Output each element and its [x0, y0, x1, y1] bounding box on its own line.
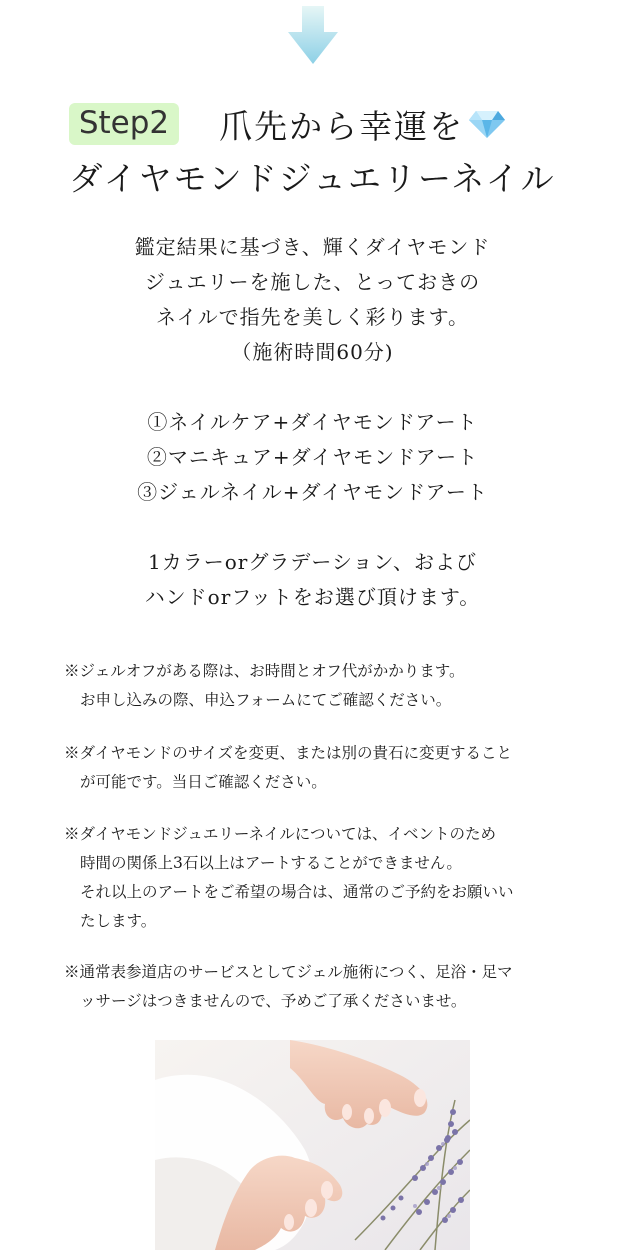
- note-line: ※通常表参道店のサービスとしてジェル施術につく、足浴・足マ: [64, 963, 513, 981]
- note-foot-bath: [64, 958, 594, 1016]
- note-stone-limit: [64, 820, 594, 936]
- step-title-wrap: [219, 101, 506, 148]
- note-line: それ以上のアートをご希望の場合は、通常のご予約をお願いい: [80, 883, 514, 901]
- note-line: ッサージはつきませんので、予めご了承くださいませ。: [80, 992, 467, 1010]
- description-line: ジュエリーを施した、とっておきの: [144, 270, 481, 294]
- note-diamond-size: [64, 739, 594, 797]
- note-line: が可能です。当日ご確認ください。: [80, 773, 327, 791]
- menu-list: [0, 405, 625, 510]
- note-line: たします。: [80, 912, 157, 930]
- step-title: 爪先から幸運を: [219, 106, 465, 146]
- hands-lavender-photo: [155, 1040, 470, 1250]
- description-line: ネイルで指先を美しく彩ります。: [156, 305, 469, 329]
- down-arrow-icon: [288, 6, 338, 64]
- note-line: ※ダイヤモンドのサイズを変更、または別の貴石に変更すること: [64, 744, 512, 762]
- step-badge: Step2: [69, 103, 179, 145]
- menu-item: ①ネイルケア+ダイヤモンドアート: [147, 410, 478, 434]
- description-line: 鑑定結果に基づき、輝くダイヤモンド: [134, 235, 491, 259]
- note-line: 時間の関係上3石以上はアートすることができません。: [80, 854, 462, 872]
- step-heading: [0, 98, 625, 150]
- note-line: お申し込みの際、申込フォームにてご確認ください。: [80, 691, 452, 709]
- step-subtitle: ダイヤモンドジュエリーネイル: [69, 159, 556, 198]
- note-line: ※ダイヤモンドジュエリーネイルについては、イベントのため: [64, 825, 496, 843]
- note-line: ※ジェルオフがある際は、お時間とオフ代がかかります。: [64, 662, 465, 680]
- duration-text: （施術時間60分): [231, 340, 394, 364]
- description: [0, 230, 625, 370]
- options: [0, 545, 625, 615]
- note-gel-off: [64, 657, 594, 715]
- options-line: ハンドorフットをお選び頂けます。: [144, 585, 481, 609]
- diamond-icon: [468, 109, 506, 139]
- options-line: 1カラーorグラデーション、および: [148, 550, 477, 574]
- menu-item: ③ジェルネイル+ダイヤモンドアート: [137, 480, 488, 504]
- menu-item: ②マニキュア+ダイヤモンドアート: [146, 445, 479, 469]
